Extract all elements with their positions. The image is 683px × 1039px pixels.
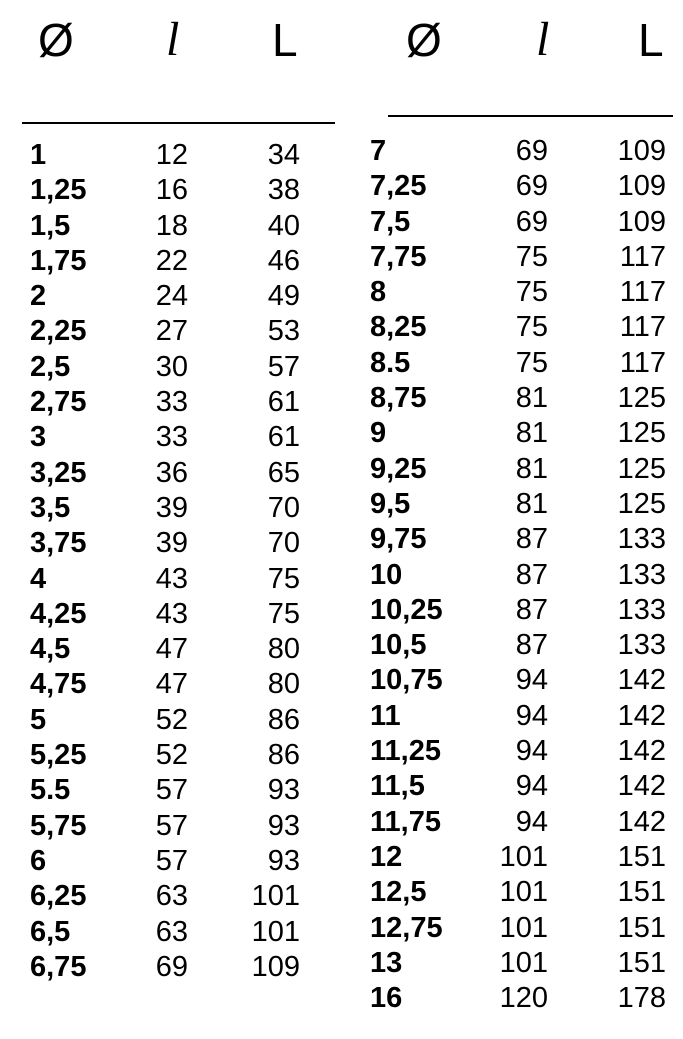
total-length-cell: 117 xyxy=(619,240,666,273)
table-row xyxy=(30,915,330,950)
table-row xyxy=(370,381,670,416)
total-length-cell: 75 xyxy=(267,562,300,595)
short-length-cell: 81 xyxy=(515,382,548,415)
left-header-diameter: Ø xyxy=(38,14,74,66)
diameter-cell: 5 xyxy=(30,703,47,736)
short-length-cell: 57 xyxy=(155,774,188,807)
table-row xyxy=(30,491,330,526)
diameter-cell: 2 xyxy=(30,280,47,313)
diameter-cell: 4,5 xyxy=(30,633,71,666)
diameter-cell: 4,25 xyxy=(30,597,87,630)
table-row xyxy=(30,420,330,455)
total-length-cell: 133 xyxy=(617,558,666,591)
short-length-cell: 69 xyxy=(515,135,548,167)
diameter-cell: 2,75 xyxy=(30,386,87,419)
total-length-cell: 86 xyxy=(267,739,300,772)
table-row xyxy=(30,879,330,914)
short-length-cell: 81 xyxy=(515,417,548,450)
diameter-cell: 9,5 xyxy=(370,487,411,520)
left-header-rule xyxy=(22,122,335,124)
table-row xyxy=(30,597,330,632)
short-length-cell: 63 xyxy=(155,880,188,913)
diameter-cell: 3 xyxy=(30,421,47,454)
total-length-cell: 142 xyxy=(617,805,666,838)
total-length-cell: 93 xyxy=(267,774,300,807)
diameter-cell: 3,75 xyxy=(30,527,87,560)
total-length-cell: 151 xyxy=(617,840,666,873)
total-length-cell: 109 xyxy=(617,135,666,167)
table-row xyxy=(30,667,330,702)
total-length-cell: 46 xyxy=(267,244,300,277)
table-row xyxy=(370,875,670,910)
total-length-cell: 75 xyxy=(267,597,300,630)
short-length-cell: 39 xyxy=(155,527,188,560)
diameter-cell: 2,5 xyxy=(30,350,71,383)
total-length-cell: 151 xyxy=(617,911,666,944)
diameter-cell: 11,5 xyxy=(370,770,425,803)
diameter-cell: 6,75 xyxy=(30,950,87,983)
diameter-cell: 2,25 xyxy=(30,315,87,348)
short-length-cell: 27 xyxy=(155,315,188,348)
total-length-cell: 117 xyxy=(619,346,666,379)
diameter-cell: 11,25 xyxy=(370,735,441,768)
total-length-cell: 80 xyxy=(267,668,300,701)
total-length-cell: 142 xyxy=(617,699,666,732)
table-row xyxy=(30,632,330,667)
diameter-cell: 6,25 xyxy=(30,880,87,913)
short-length-cell: 75 xyxy=(515,346,548,379)
short-length-cell: 52 xyxy=(155,739,188,772)
total-length-cell: 38 xyxy=(267,174,300,207)
table-row xyxy=(30,703,330,738)
total-length-cell: 93 xyxy=(267,809,300,842)
table-row xyxy=(30,773,330,808)
short-length-cell: 75 xyxy=(515,240,548,273)
table-row xyxy=(370,487,670,522)
total-length-cell: 65 xyxy=(267,456,300,489)
table-row xyxy=(30,526,330,561)
diameter-cell: 1,5 xyxy=(30,209,71,242)
left-header-total-length: L xyxy=(272,14,298,66)
total-length-cell: 125 xyxy=(617,487,666,520)
diameter-cell: 4 xyxy=(30,562,47,595)
short-length-cell: 94 xyxy=(515,770,548,803)
table-row xyxy=(30,279,330,314)
total-length-cell: 109 xyxy=(617,205,666,238)
total-length-cell: 70 xyxy=(267,491,300,524)
short-length-cell: 69 xyxy=(515,170,548,203)
diameter-cell: 1,25 xyxy=(30,174,87,207)
left-size-table xyxy=(30,138,330,985)
diameter-cell: 13 xyxy=(370,946,403,979)
short-length-cell: 101 xyxy=(499,946,548,979)
table-row xyxy=(370,805,670,840)
diameter-cell: 11,75 xyxy=(370,805,441,838)
table-row xyxy=(370,663,670,698)
diameter-cell: 10,5 xyxy=(370,629,427,662)
total-length-cell: 178 xyxy=(617,982,666,1015)
short-length-cell: 63 xyxy=(155,915,188,948)
diameter-cell: 10,25 xyxy=(370,593,443,626)
short-length-cell: 16 xyxy=(155,174,188,207)
diameter-cell: 7 xyxy=(370,135,387,167)
total-length-cell: 125 xyxy=(617,382,666,415)
table-row xyxy=(30,314,330,349)
short-length-cell: 36 xyxy=(155,456,188,489)
short-length-cell: 94 xyxy=(515,699,548,732)
total-length-cell: 109 xyxy=(251,950,300,983)
diameter-cell: 10 xyxy=(370,558,403,591)
table-row xyxy=(30,950,330,985)
table-row xyxy=(30,456,330,491)
short-length-cell: 47 xyxy=(155,633,188,666)
total-length-cell: 125 xyxy=(617,417,666,450)
short-length-cell: 52 xyxy=(155,703,188,736)
total-length-cell: 151 xyxy=(617,946,666,979)
table-row xyxy=(370,593,670,628)
diameter-cell: 8,25 xyxy=(370,311,427,344)
table-row xyxy=(30,138,330,173)
diameter-cell: 4,75 xyxy=(30,668,87,701)
diameter-cell: 8.5 xyxy=(370,346,411,379)
short-length-cell: 101 xyxy=(499,840,548,873)
short-length-cell: 101 xyxy=(499,911,548,944)
short-length-cell: 33 xyxy=(155,386,188,419)
short-length-cell: 33 xyxy=(155,421,188,454)
total-length-cell: 61 xyxy=(267,386,300,419)
short-length-cell: 43 xyxy=(155,562,188,595)
short-length-cell: 18 xyxy=(155,209,188,242)
short-length-cell: 81 xyxy=(515,487,548,520)
short-length-cell: 87 xyxy=(515,523,548,556)
diameter-cell: 7,5 xyxy=(370,205,411,238)
total-length-cell: 80 xyxy=(267,633,300,666)
diameter-cell: 3,25 xyxy=(30,456,87,489)
diameter-cell: 5,25 xyxy=(30,739,87,772)
total-length-cell: 125 xyxy=(617,452,666,485)
table-row xyxy=(30,844,330,879)
short-length-cell: 75 xyxy=(515,276,548,309)
table-row xyxy=(30,173,330,208)
total-length-cell: 142 xyxy=(617,770,666,803)
short-length-cell: 30 xyxy=(155,350,188,383)
table-row xyxy=(370,628,670,663)
total-length-cell: 86 xyxy=(267,703,300,736)
short-length-cell: 75 xyxy=(515,311,548,344)
total-length-cell: 34 xyxy=(267,139,300,171)
right-header-total-length: L xyxy=(638,14,664,66)
table-row xyxy=(30,809,330,844)
total-length-cell: 109 xyxy=(617,170,666,203)
short-length-cell: 120 xyxy=(499,982,548,1015)
short-length-cell: 57 xyxy=(155,844,188,877)
total-length-cell: 40 xyxy=(267,209,300,242)
diameter-cell: 12,75 xyxy=(370,911,443,944)
right-header-diameter: Ø xyxy=(406,14,442,66)
short-length-cell: 69 xyxy=(515,205,548,238)
short-length-cell: 94 xyxy=(515,735,548,768)
diameter-cell: 12 xyxy=(370,840,403,873)
diameter-cell: 16 xyxy=(370,982,403,1015)
table-row xyxy=(370,134,670,169)
short-length-cell: 43 xyxy=(155,597,188,630)
short-length-cell: 81 xyxy=(515,452,548,485)
diameter-cell: 8,75 xyxy=(370,382,427,415)
table-row xyxy=(370,240,670,275)
short-length-cell: 94 xyxy=(515,664,548,697)
diameter-cell: 8 xyxy=(370,276,387,309)
table-row xyxy=(30,244,330,279)
short-length-cell: 69 xyxy=(155,950,188,983)
total-length-cell: 101 xyxy=(251,880,300,913)
total-length-cell: 53 xyxy=(267,315,300,348)
diameter-cell: 1 xyxy=(30,139,47,171)
total-length-cell: 133 xyxy=(617,629,666,662)
table-row xyxy=(30,385,330,420)
table-row xyxy=(370,769,670,804)
short-length-cell: 39 xyxy=(155,491,188,524)
table-row xyxy=(370,416,670,451)
diameter-cell: 5.5 xyxy=(30,774,71,807)
table-row xyxy=(30,562,330,597)
left-header-short-length: l xyxy=(166,13,180,66)
diameter-cell: 11 xyxy=(370,699,401,732)
right-header-short-length: l xyxy=(536,13,550,66)
short-length-cell: 24 xyxy=(155,280,188,313)
short-length-cell: 101 xyxy=(499,876,548,909)
short-length-cell: 12 xyxy=(155,139,188,171)
total-length-cell: 142 xyxy=(617,735,666,768)
table-row xyxy=(370,558,670,593)
total-length-cell: 133 xyxy=(617,593,666,626)
short-length-cell: 87 xyxy=(515,593,548,626)
table-row xyxy=(370,911,670,946)
table-row xyxy=(370,734,670,769)
diameter-cell: 3,5 xyxy=(30,491,71,524)
diameter-cell: 7,25 xyxy=(370,170,427,203)
total-length-cell: 49 xyxy=(267,280,300,313)
table-row xyxy=(30,738,330,773)
diameter-cell: 12,5 xyxy=(370,876,427,909)
table-row xyxy=(370,699,670,734)
total-length-cell: 117 xyxy=(619,311,666,344)
table-row xyxy=(370,205,670,240)
total-length-cell: 61 xyxy=(267,421,300,454)
table-row xyxy=(370,840,670,875)
table-row xyxy=(370,452,670,487)
diameter-cell: 6,5 xyxy=(30,915,71,948)
short-length-cell: 87 xyxy=(515,629,548,662)
total-length-cell: 57 xyxy=(267,350,300,383)
table-row xyxy=(370,946,670,981)
short-length-cell: 22 xyxy=(155,244,188,277)
total-length-cell: 133 xyxy=(617,523,666,556)
right-header-rule xyxy=(388,115,673,117)
table-row xyxy=(370,981,670,1016)
diameter-cell: 9,75 xyxy=(370,523,427,556)
short-length-cell: 87 xyxy=(515,558,548,591)
table-row xyxy=(370,169,670,204)
right-size-table xyxy=(370,134,670,1016)
short-length-cell: 94 xyxy=(515,805,548,838)
table-row xyxy=(370,522,670,557)
table-row xyxy=(370,275,670,310)
short-length-cell: 47 xyxy=(155,668,188,701)
total-length-cell: 142 xyxy=(617,664,666,697)
table-row xyxy=(30,209,330,244)
total-length-cell: 93 xyxy=(267,844,300,877)
diameter-cell: 10,75 xyxy=(370,664,443,697)
total-length-cell: 151 xyxy=(617,876,666,909)
total-length-cell: 70 xyxy=(267,527,300,560)
diameter-cell: 1,75 xyxy=(30,244,87,277)
table-row xyxy=(370,346,670,381)
diameter-cell: 7,75 xyxy=(370,240,427,273)
diameter-cell: 9,25 xyxy=(370,452,427,485)
total-length-cell: 117 xyxy=(619,276,666,309)
table-row xyxy=(370,310,670,345)
total-length-cell: 101 xyxy=(251,915,300,948)
diameter-cell: 5,75 xyxy=(30,809,87,842)
short-length-cell: 57 xyxy=(155,809,188,842)
diameter-cell: 6 xyxy=(30,844,47,877)
diameter-cell: 9 xyxy=(370,417,387,450)
table-row xyxy=(30,350,330,385)
